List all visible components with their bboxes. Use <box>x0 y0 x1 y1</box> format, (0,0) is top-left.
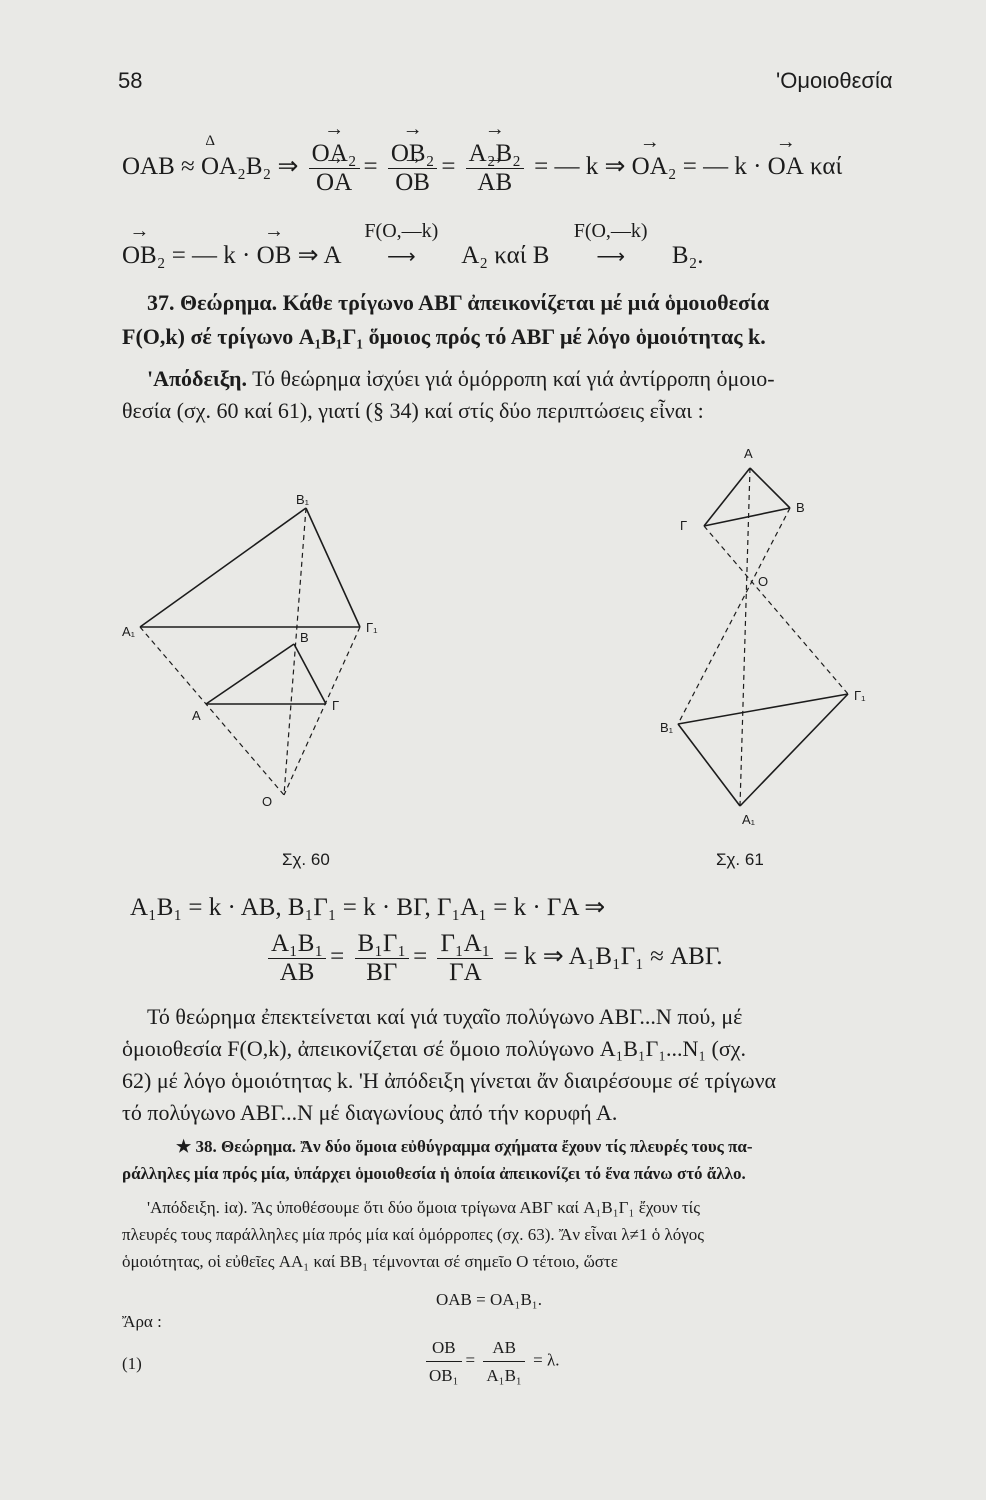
mapping-arrow-2: F(O,—k) ⟶ <box>573 220 648 268</box>
line-b1-a1 <box>678 724 740 806</box>
label-g: Γ <box>680 518 688 533</box>
theorem-38-proof-line3: ὁμοιότητας, οἱ εὐθεῖες AA₁ καί BB₁ τέμνονται σέ σημεῖο O τέτοιο, ὥστε <box>122 1252 618 1271</box>
middle-equation-2: $\frac{\text{A₁B₁}}{AB}$ = $\frac{\text{B₁Γ₁}}{B\Gamma}$ = $\frac{\text{Γ₁A₁}}{\Gamma A}$ = k ⇒ A₁B₁Γ₁ ≈ ABΓ. <box>264 930 723 987</box>
dashed-a1-o <box>140 627 284 795</box>
label-b1: B₁ <box>296 492 310 507</box>
label-a: A <box>744 446 753 461</box>
line-a1-b1 <box>140 508 306 627</box>
figure-61 <box>660 438 880 838</box>
label-g1: Γ₁ <box>366 620 378 635</box>
figure-60 <box>120 480 400 820</box>
label-o: O <box>758 574 769 589</box>
theorem-38-proof-line1: 'Απόδειξη. iα). Ἄς ὑποθέσουμε ὅτι δύο ὅμοια τρίγωνα ΑΒΓ καί A₁B₁Γ₁ ἔχουν τίς <box>147 1198 700 1217</box>
middle-equation-1: A₁B₁ = k · AB, B₁Γ₁ = k · ΒΓ, Γ₁A₁ = k · ΓA ⇒ <box>130 894 606 921</box>
line-a-b <box>750 468 790 508</box>
fraction-ob2-ob: → OB₂ → OB <box>388 140 437 197</box>
theorem-38-title: ★ 38. Θεώρημα. Ἄν δύο ὅμοια εὐθύγραμμα σχήματα ἔχουν τίς πλευρές τους πα- <box>176 1137 753 1156</box>
equation-number: (1) <box>122 1354 142 1373</box>
theorem-37-proof-line2: θεσία (σχ. 60 καί 61), γιατί (§ 34) καί στίς δύο περιπτώσεις εἶναι : <box>122 398 704 423</box>
label-b: B <box>300 630 309 645</box>
fraction-oa2-oa: → OA₂ → OA <box>309 140 360 197</box>
paragraph-line3: 62) μέ λόγο ὁμοιότητας k. 'Η ἀπόδειξη γίνεται ἄν διαιρέσουμε σέ τρίγωνα <box>122 1068 777 1093</box>
dashed-b1-o <box>284 508 306 795</box>
line-b-g <box>294 644 326 704</box>
top-equation-2: → OB₂ = — k · → OB ⇒ A F(O,—k) ⟶ A₂ καί B F(O,—k) ⟶ B₂. <box>122 240 704 270</box>
label-b: B <box>796 500 805 515</box>
theorem-37-title: 37. Θεώρημα. Κάθε τρίγωνο ΑΒΓ ἀπεικονίζεται μέ μιά ὁμοιοθεσία <box>147 290 770 315</box>
running-title: 'Ομοιοθεσία <box>776 68 893 93</box>
label-a: A <box>192 708 201 723</box>
paragraph-line1: Τό θεώρημα ἐπεκτείνεται καί γιά τυχαῖο πολύγωνο ΑΒΓ...Ν πού, μέ <box>147 1004 743 1029</box>
dashed-b-b1 <box>678 508 790 724</box>
label-g1: Γ₁ <box>854 688 866 703</box>
label-a1: A₁ <box>122 624 136 639</box>
theorem-38-equation-1: OAB = OA₁B₁. <box>436 1290 542 1309</box>
top-equation-1: Δ OAB ≈ OA₂B₂ ⇒ → OA₂ → OA = → OB₂ → OB = → A₂B₂ → AB = — k ⇒ → OA₂ = — k · → OA καί <box>122 140 842 197</box>
line-b1-g1 <box>306 508 360 627</box>
line-a-b <box>206 644 294 704</box>
label-a1: A₁ <box>742 812 756 827</box>
theorem-37-proof-line1: 'Απόδειξη. Τό θεώρημα ἰσχύει γιά ὁμόρροπη καί γιά ἀντίρροπη ὁμοιο- <box>147 366 775 391</box>
page-number: 58 <box>118 68 143 93</box>
theorem-38-proof-line2: πλευρές τους παράλληλες μία πρός μία καί ὁμόρροπες (σχ. 63). Ἄν εἶναι λ≠1 ὁ λόγος <box>122 1225 704 1244</box>
figure-61-caption: Σχ. 61 <box>716 850 764 869</box>
ara-label: Ἄρα : <box>122 1312 162 1331</box>
label-o: O <box>262 794 273 809</box>
triangle-equivalence: Δ OAB ≈ OA₂B₂ ⇒ <box>122 151 298 181</box>
theorem-38-title-line2: ράλληλες μία πρός μία, ὑπάρχει ὁμοιοθεσία ἡ ὁποία ἀπεικονίζει τό ἕνα πάνω στό ἄλλο. <box>122 1164 746 1183</box>
fraction-a2b2-ab: → A₂B₂ → AB <box>466 140 524 197</box>
label-b1: B₁ <box>660 720 674 735</box>
figure-60-caption: Σχ. 60 <box>282 850 330 869</box>
paragraph-line2: ὁμοιοθεσία F(O,k), ἀπεικονίζεται σέ ὅμοιο πολύγωνο A₁B₁Γ₁...N₁ (σχ. <box>122 1036 746 1061</box>
mapping-arrow-1: F(O,—k) ⟶ <box>364 220 439 268</box>
theorem-38-equation-2: $\frac{OB}{\text{OB₁}}$ = $\frac{AB}{\text{A₁B₁}}$ = λ. <box>422 1334 559 1389</box>
dashed-g-g1 <box>704 526 848 694</box>
theorem-37-line2: F(O,k) σέ τρίγωνο A₁B₁Γ₁ ὅμοιος πρός τό ΑΒΓ μέ λόγο ὁμοιότητας k. <box>122 324 766 349</box>
label-g: Γ <box>332 698 340 713</box>
paragraph-line4: τό πολύγωνο ΑΒΓ...Ν μέ διαγωνίους ἀπό τήν κορυφή Α. <box>122 1100 618 1125</box>
